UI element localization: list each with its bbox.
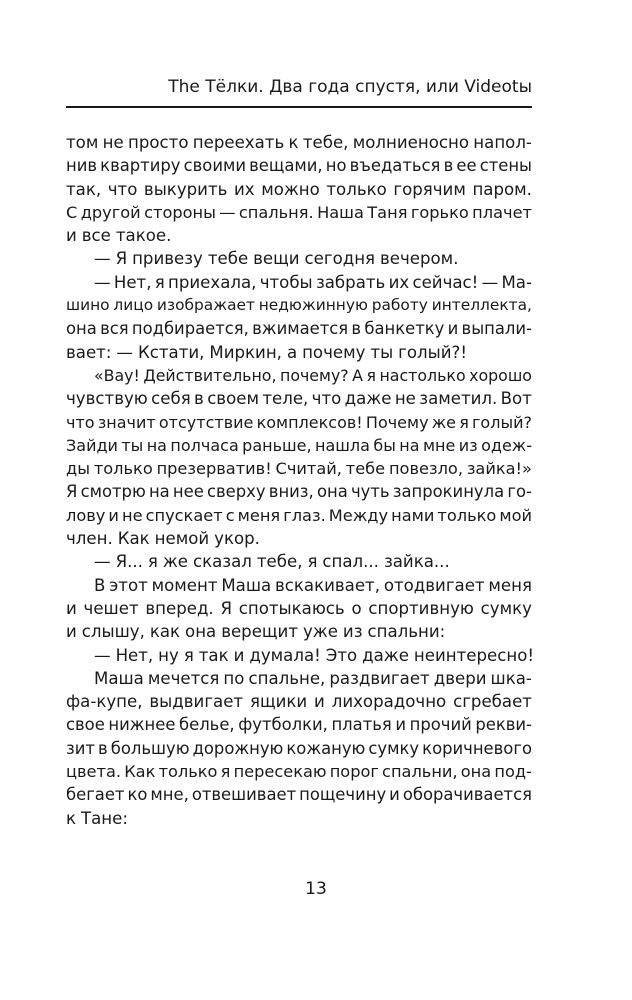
word: я	[147, 552, 158, 572]
word: нив	[66, 156, 98, 176]
word: привезу	[132, 249, 203, 269]
word: Нет,	[113, 272, 152, 292]
word: спал...	[322, 552, 379, 572]
text-line	[66, 574, 532, 597]
word: о	[351, 598, 362, 618]
text-line	[66, 760, 532, 783]
text-line	[66, 317, 532, 340]
word: —	[481, 272, 499, 292]
word: настолько	[379, 365, 466, 385]
word: горячим	[393, 179, 466, 199]
word: шка-	[490, 668, 532, 688]
word: вся	[100, 319, 129, 339]
word: Маша	[221, 575, 272, 595]
text-line	[66, 411, 532, 434]
word: забрать	[315, 272, 386, 292]
word: выдвигает	[149, 692, 244, 712]
word: момент	[151, 575, 218, 595]
word: —	[94, 249, 111, 269]
word: заметил.	[419, 389, 498, 409]
word: ты	[370, 342, 394, 362]
text-line	[66, 294, 532, 317]
word: лову	[66, 505, 106, 525]
word: отвешивает	[191, 785, 297, 805]
word: просто	[128, 133, 189, 152]
word: она	[316, 482, 348, 502]
word: она	[66, 319, 97, 339]
word: ко	[127, 785, 148, 805]
word: все	[81, 226, 111, 246]
word: неинтересно!	[413, 645, 534, 665]
word: только	[326, 179, 387, 199]
word: даже	[344, 389, 392, 409]
word: недюжинную	[258, 296, 368, 315]
running-header	[66, 76, 532, 108]
word: укор.	[214, 529, 260, 549]
word: уже	[302, 622, 338, 642]
word: и	[395, 715, 407, 735]
word: значит	[97, 412, 156, 432]
word: меня	[488, 575, 532, 595]
word: почему?	[279, 365, 349, 385]
word: Как	[124, 762, 156, 782]
word: работу	[371, 296, 428, 315]
word: хорошо	[469, 365, 532, 385]
text-line	[66, 247, 532, 270]
word: презерватив!	[156, 459, 272, 479]
word: свое	[66, 715, 105, 735]
word: и	[66, 226, 77, 246]
word: —	[94, 645, 111, 665]
word: комплексов!	[256, 412, 363, 432]
book-title: The Тёлки. Два года спустя, или Videotы	[168, 77, 532, 97]
word: спальня.	[238, 202, 314, 222]
word: порог	[329, 762, 379, 782]
word: другой	[80, 202, 141, 222]
word: зайка!»	[466, 459, 532, 479]
word: прочий	[409, 715, 472, 735]
word: го-	[507, 482, 532, 502]
word: Кстати,	[137, 342, 205, 362]
word: нами	[391, 505, 435, 525]
word: Маша	[94, 668, 144, 688]
word: Вот	[500, 389, 532, 409]
word: Я	[66, 482, 78, 502]
word: В	[94, 575, 106, 595]
word: вскакивает,	[275, 575, 380, 595]
text-line	[66, 644, 532, 667]
word: тебе,	[302, 133, 349, 152]
word: въедаться	[349, 156, 441, 176]
word: бегает	[66, 785, 125, 805]
word: слышу,	[81, 622, 145, 642]
text-line	[66, 364, 532, 387]
text-line	[66, 154, 532, 177]
word: такое.	[115, 226, 172, 246]
word: Я	[115, 249, 128, 269]
word: спускает	[145, 505, 223, 525]
word: Почему	[365, 412, 429, 432]
word: Ма-	[501, 272, 532, 292]
word: интеллекта,	[431, 296, 532, 315]
word: я	[220, 762, 231, 782]
word: под-	[494, 762, 532, 782]
word: а	[286, 342, 298, 362]
word: А	[352, 365, 363, 385]
word: тебе	[345, 459, 386, 479]
word: выкурить	[143, 179, 228, 199]
word: вещами,	[249, 156, 323, 176]
word: так	[198, 645, 229, 665]
word: кожаную	[286, 738, 366, 758]
word: раздвигает	[329, 668, 430, 688]
word: футболки,	[238, 715, 328, 735]
word: коричневого	[422, 738, 532, 758]
word: белье,	[179, 715, 235, 735]
word: этот	[109, 575, 148, 595]
word: член.	[66, 529, 113, 549]
word: Нет,	[115, 645, 154, 665]
word: ды	[66, 459, 90, 479]
word: Таня	[367, 202, 408, 222]
word: только	[93, 459, 153, 479]
word: чувствую	[66, 389, 148, 409]
word: шино	[66, 296, 110, 315]
text-line	[66, 783, 532, 806]
word: спортивную	[368, 598, 474, 618]
word: спальни:	[367, 622, 446, 642]
page-text	[66, 131, 532, 830]
word: не	[394, 389, 416, 409]
word: что	[66, 412, 95, 432]
word: рекви-	[475, 715, 532, 735]
page-number: 13	[305, 879, 327, 899]
word: же	[431, 412, 457, 432]
word: своем	[207, 389, 259, 409]
word: и	[108, 505, 119, 525]
word: вечером.	[380, 249, 459, 269]
text-line	[66, 480, 532, 503]
word: Действительно,	[143, 365, 277, 385]
word: бы	[373, 435, 396, 455]
word: мне	[422, 435, 456, 455]
text-line	[66, 713, 532, 736]
word: спальне,	[248, 668, 326, 688]
word: по	[223, 668, 245, 688]
word: запрокинула	[392, 482, 505, 502]
word: верещит	[221, 622, 298, 642]
word: думала!	[249, 645, 321, 665]
word: банкетку	[364, 319, 445, 339]
word: Зайди	[66, 435, 118, 455]
word: —	[219, 202, 236, 222]
word: и	[447, 319, 459, 339]
word: я	[459, 412, 469, 432]
word: двери	[433, 668, 487, 688]
word: чуть	[350, 482, 390, 502]
text-line	[66, 527, 532, 550]
word: ты	[121, 435, 144, 455]
word: как	[149, 622, 181, 642]
word: отодвигает	[383, 575, 485, 595]
word: С	[66, 202, 78, 222]
text-line	[66, 341, 532, 364]
word: я	[307, 552, 318, 572]
word: так,	[66, 179, 102, 199]
word: сгребает	[453, 692, 532, 712]
word: на	[146, 435, 167, 455]
word: что	[107, 179, 138, 199]
word: и	[314, 692, 325, 712]
word: том	[66, 133, 99, 152]
word: она	[185, 622, 217, 642]
word: я	[183, 645, 194, 665]
word: сказал	[192, 552, 252, 572]
word: в	[194, 389, 204, 409]
word: в	[443, 156, 454, 176]
word: из	[342, 622, 363, 642]
text-line	[66, 690, 532, 713]
word: —	[94, 272, 111, 292]
word: их	[234, 179, 255, 199]
word: даже	[362, 645, 409, 665]
word: одеж-	[481, 435, 532, 455]
text-line	[66, 224, 532, 247]
word: вжимается	[252, 319, 349, 339]
word: молниеносно	[352, 133, 469, 152]
word: на	[148, 482, 170, 502]
word: сумку	[480, 598, 532, 618]
word: на	[399, 435, 420, 455]
word: я	[154, 272, 165, 292]
word: пощечину	[299, 785, 387, 805]
word: повезло,	[388, 459, 463, 479]
text-line	[66, 550, 532, 573]
word: ну	[158, 645, 179, 665]
word: Я...	[115, 552, 143, 572]
text-line	[66, 667, 532, 690]
word: что	[311, 389, 342, 409]
word: и	[66, 598, 77, 618]
text-line	[66, 457, 532, 480]
word: только	[437, 505, 497, 525]
word: но	[325, 156, 347, 176]
word: теле,	[262, 389, 309, 409]
word: Миркин,	[209, 342, 282, 362]
word: чтобы	[259, 272, 313, 292]
word: не	[102, 133, 124, 152]
word: Наша	[317, 202, 364, 222]
word: и	[233, 645, 245, 665]
word: только	[158, 762, 218, 782]
text-line	[66, 620, 532, 643]
text-line	[66, 131, 532, 154]
word: тебе	[207, 249, 249, 269]
word: платья	[331, 715, 392, 735]
word: подбирается,	[131, 319, 249, 339]
text-line	[66, 737, 532, 760]
word: ящики	[249, 692, 308, 712]
word: чешет	[83, 598, 139, 618]
word: спальни,	[382, 762, 458, 782]
word: сверху	[207, 482, 266, 502]
word: раньше,	[242, 435, 312, 455]
word: Это	[325, 645, 358, 665]
word: Я	[220, 598, 232, 618]
word: —	[94, 552, 111, 572]
text-line	[66, 201, 532, 224]
word: вперед.	[145, 598, 214, 618]
word: горько	[410, 202, 469, 222]
text-line	[66, 434, 532, 457]
word: спотыкаюсь	[238, 598, 345, 618]
text-line	[66, 807, 532, 830]
word: сегодня	[304, 249, 376, 269]
word: зайка...	[383, 552, 450, 572]
word: можно	[261, 179, 320, 199]
word: Между	[328, 505, 389, 525]
word: нижнее	[108, 715, 176, 735]
word: к	[66, 808, 77, 828]
word: и	[66, 622, 77, 642]
word: их	[388, 272, 410, 292]
word: не	[122, 505, 143, 525]
word: голый?	[472, 412, 532, 432]
word: вает:	[66, 342, 112, 362]
word: фа-купе,	[66, 692, 143, 712]
word: цвета.	[66, 762, 122, 782]
word: напол-	[473, 133, 532, 152]
word: тебе,	[256, 552, 303, 572]
word: Считай,	[275, 459, 342, 479]
word: меня	[237, 505, 281, 525]
word: приехала,	[168, 272, 257, 292]
text-line	[66, 271, 532, 294]
word: большую	[110, 738, 190, 758]
text-line	[66, 597, 532, 620]
word: стены	[479, 156, 532, 176]
word: —	[116, 342, 133, 362]
word: вещи	[253, 249, 300, 269]
word: нее	[172, 482, 204, 502]
word: нашла	[315, 435, 370, 455]
word: выпали-	[461, 319, 532, 339]
text-line	[66, 504, 532, 527]
word: переехать	[192, 133, 285, 152]
word: оборачивается	[402, 785, 532, 805]
word: изображает	[156, 296, 255, 315]
word: и	[389, 785, 400, 805]
word: сумку	[368, 738, 420, 758]
word: полчаса	[170, 435, 239, 455]
word: себя	[151, 389, 191, 409]
word: в	[97, 738, 108, 758]
text-line	[66, 178, 532, 201]
word: паром.	[472, 179, 532, 199]
word: глаз.	[283, 505, 326, 525]
word: в	[351, 319, 362, 339]
word: «Вау!	[94, 365, 140, 385]
word: квартиру	[100, 156, 181, 176]
word: лицо	[113, 296, 154, 315]
word: она	[460, 762, 492, 782]
word: почему	[302, 342, 366, 362]
word: же	[162, 552, 189, 572]
word: с	[225, 505, 235, 525]
word: плачет	[472, 202, 532, 222]
word: мечется	[147, 668, 220, 688]
word: зит	[66, 738, 95, 758]
word: своими	[183, 156, 246, 176]
word: мой	[499, 505, 532, 525]
word: Тане:	[81, 808, 128, 828]
text-line	[66, 387, 532, 410]
word: дорожную	[192, 738, 284, 758]
word: ее	[456, 156, 477, 176]
word: сейчас!	[412, 272, 479, 292]
word: голый?!	[398, 342, 467, 362]
word: мне,	[150, 785, 189, 805]
word: стороны	[144, 202, 216, 222]
word: вниз,	[268, 482, 314, 502]
word: лихорадочно	[331, 692, 447, 712]
word: смотрю	[80, 482, 146, 502]
word: пересекаю	[233, 762, 327, 782]
word: я	[366, 365, 376, 385]
word: Как	[117, 529, 150, 549]
word: немой	[154, 529, 210, 549]
word: к	[288, 133, 299, 152]
word: отсутствие	[158, 412, 254, 432]
word: из	[458, 435, 478, 455]
